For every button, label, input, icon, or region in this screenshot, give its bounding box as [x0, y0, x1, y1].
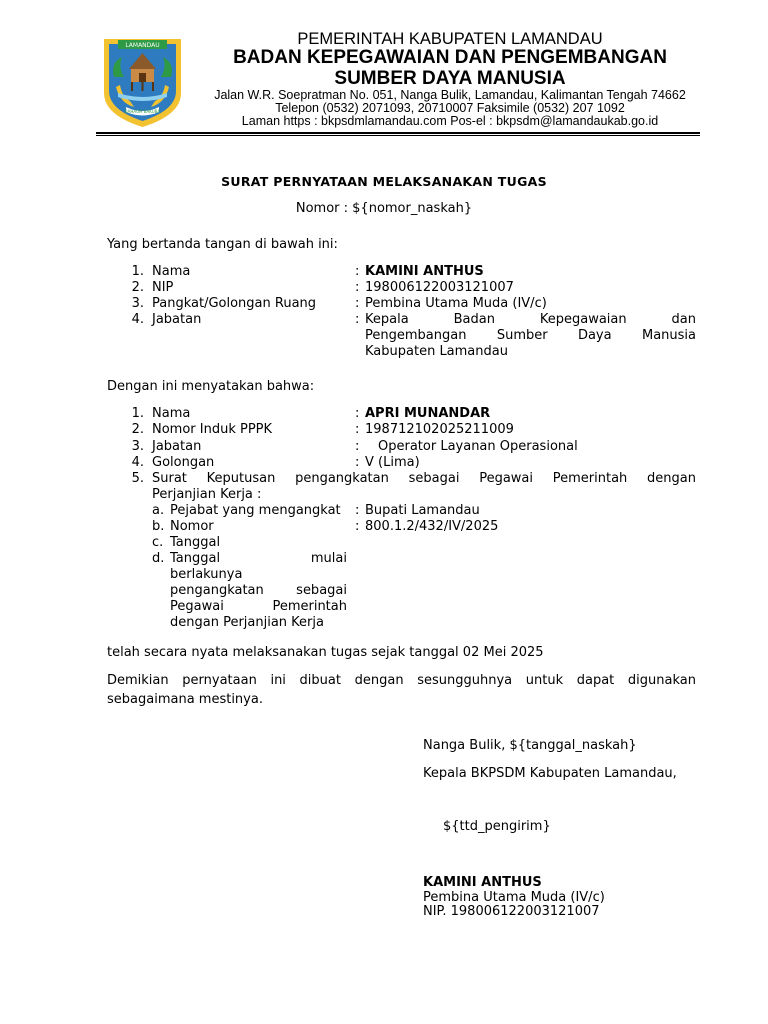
list-number: 5. — [131, 471, 144, 486]
field-colon: : — [355, 455, 360, 470]
field-colon: : — [355, 439, 360, 454]
field-label: Surat Keputusan pengangkatan sebagai Pegawai Pemerintah dengan — [152, 471, 696, 486]
signer-position: Pengembangan Sumber Daya Manusia — [365, 328, 696, 343]
list-number: 2. — [131, 280, 144, 295]
field-colon: : — [355, 312, 360, 327]
field-label: dengan Perjanjian Kerja — [170, 615, 324, 630]
field-label: Perjanjian Kerja : — [152, 487, 262, 502]
list-letter: c. — [152, 535, 164, 550]
list-letter: a. — [152, 503, 165, 518]
employee-nippk: 198712102025211009 — [365, 422, 514, 437]
employee-position: Operator Layanan Operasional — [378, 439, 578, 454]
field-label: berlakunya — [170, 567, 243, 582]
field-colon: : — [355, 280, 360, 295]
list-number: 2. — [131, 422, 144, 437]
document-title: SURAT PERNYATAAN MELAKSANAKAN TUGAS — [221, 174, 547, 189]
list-number: 1. — [131, 264, 144, 279]
header-agency-2: SUMBER DAYA MANUSIA — [334, 68, 566, 89]
employee-name: APRI MUNANDAR — [365, 406, 491, 421]
list-number: 4. — [131, 455, 144, 470]
intro-text: Yang bertanda tangan di bawah ini: — [107, 237, 338, 252]
list-number: 1. — [131, 406, 144, 421]
list-letter: b. — [152, 519, 165, 534]
field-colon: : — [355, 406, 360, 421]
list-number: 4. — [131, 312, 144, 327]
list-number: 3. — [131, 439, 144, 454]
field-label: Nomor — [170, 519, 214, 534]
list-letter: d. — [152, 551, 165, 566]
signer-name: KAMINI ANTHUS — [365, 264, 484, 279]
signer-nip-footer: NIP. 198006122003121007 — [423, 904, 600, 919]
field-label: Nomor Induk PPPK — [152, 422, 273, 437]
header-rule-thick — [96, 132, 700, 134]
field-label: Jabatan — [152, 312, 202, 327]
field-label: Golongan — [152, 455, 215, 470]
signer-title: Kepala BKPSDM Kabupaten Lamandau, — [423, 766, 677, 781]
closing-text: Demikian pernyataan ini dibuat dengan sesungguhnya untuk dapat digunakan — [107, 673, 696, 688]
sk-number: 800.1.2/432/IV/2025 — [365, 519, 499, 534]
field-label: Jabatan — [152, 439, 202, 454]
field-label: pengangkatan sebagai — [170, 583, 347, 598]
closing-text: sebagaimana mestinya. — [107, 692, 263, 707]
field-colon: : — [355, 422, 360, 437]
regency-logo — [100, 33, 185, 129]
header-address: Jalan W.R. Soepratman No. 051, Nanga Bulik, Lamandau, Kalimantan Tengah 74662 — [214, 88, 686, 102]
document-number: Nomor : ${nomor_naskah} — [295, 201, 473, 216]
signer-rank-footer: Pembina Utama Muda (IV/c) — [423, 890, 605, 905]
sk-official: Bupati Lamandau — [365, 503, 480, 518]
signer-name-footer: KAMINI ANTHUS — [423, 875, 542, 890]
statement-text: Dengan ini menyatakan bahwa: — [107, 379, 315, 394]
field-colon: : — [355, 519, 360, 534]
field-label: Nama — [152, 264, 191, 279]
place-date: Nanga Bulik, ${tanggal_naskah} — [423, 738, 637, 753]
signer-nip: 198006122003121007 — [365, 280, 514, 295]
field-label: Pegawai Pemerintah — [170, 599, 347, 614]
signature-placeholder: ${ttd_pengirim} — [443, 819, 551, 834]
svg-text:BAHAUM BAKUBA: BAHAUM BAKUBA — [124, 109, 161, 114]
field-colon: : — [355, 503, 360, 518]
field-label: Pejabat yang mengangkat — [170, 503, 341, 518]
header-web: Laman https : bkpsdmlamandau.com Pos-el : bkpsdm@lamandaukab.go.id — [241, 114, 659, 128]
svg-text:LAMANDAU: LAMANDAU — [125, 42, 160, 49]
field-label: NIP — [152, 280, 174, 295]
header-rule-thin — [96, 135, 700, 136]
field-label: Tanggal — [170, 535, 221, 550]
header-government: PEMERINTAH KABUPATEN LAMANDAU — [297, 30, 603, 48]
field-colon: : — [355, 264, 360, 279]
header-phone: Telepon (0532) 2071093, 20710007 Faksimile (0532) 207 1092 — [275, 101, 625, 115]
field-label: Pangkat/Golongan Ruang — [152, 296, 317, 311]
list-number: 3. — [131, 296, 144, 311]
field-colon: : — [355, 296, 360, 311]
employee-grade: V (Lima) — [365, 455, 420, 470]
signer-position: Kepala Badan Kepegawaian dan — [365, 312, 696, 327]
field-label: Tanggal mulai — [170, 551, 347, 566]
signer-rank: Pembina Utama Muda (IV/c) — [365, 296, 547, 311]
header-agency: BADAN KEPEGAWAIAN DAN PENGEMBANGAN — [233, 47, 667, 68]
signer-position: Kabupaten Lamandau — [365, 344, 508, 359]
field-label: Nama — [152, 406, 191, 421]
since-text: telah secara nyata melaksanakan tugas sejak tanggal 02 Mei 2025 — [107, 645, 544, 660]
